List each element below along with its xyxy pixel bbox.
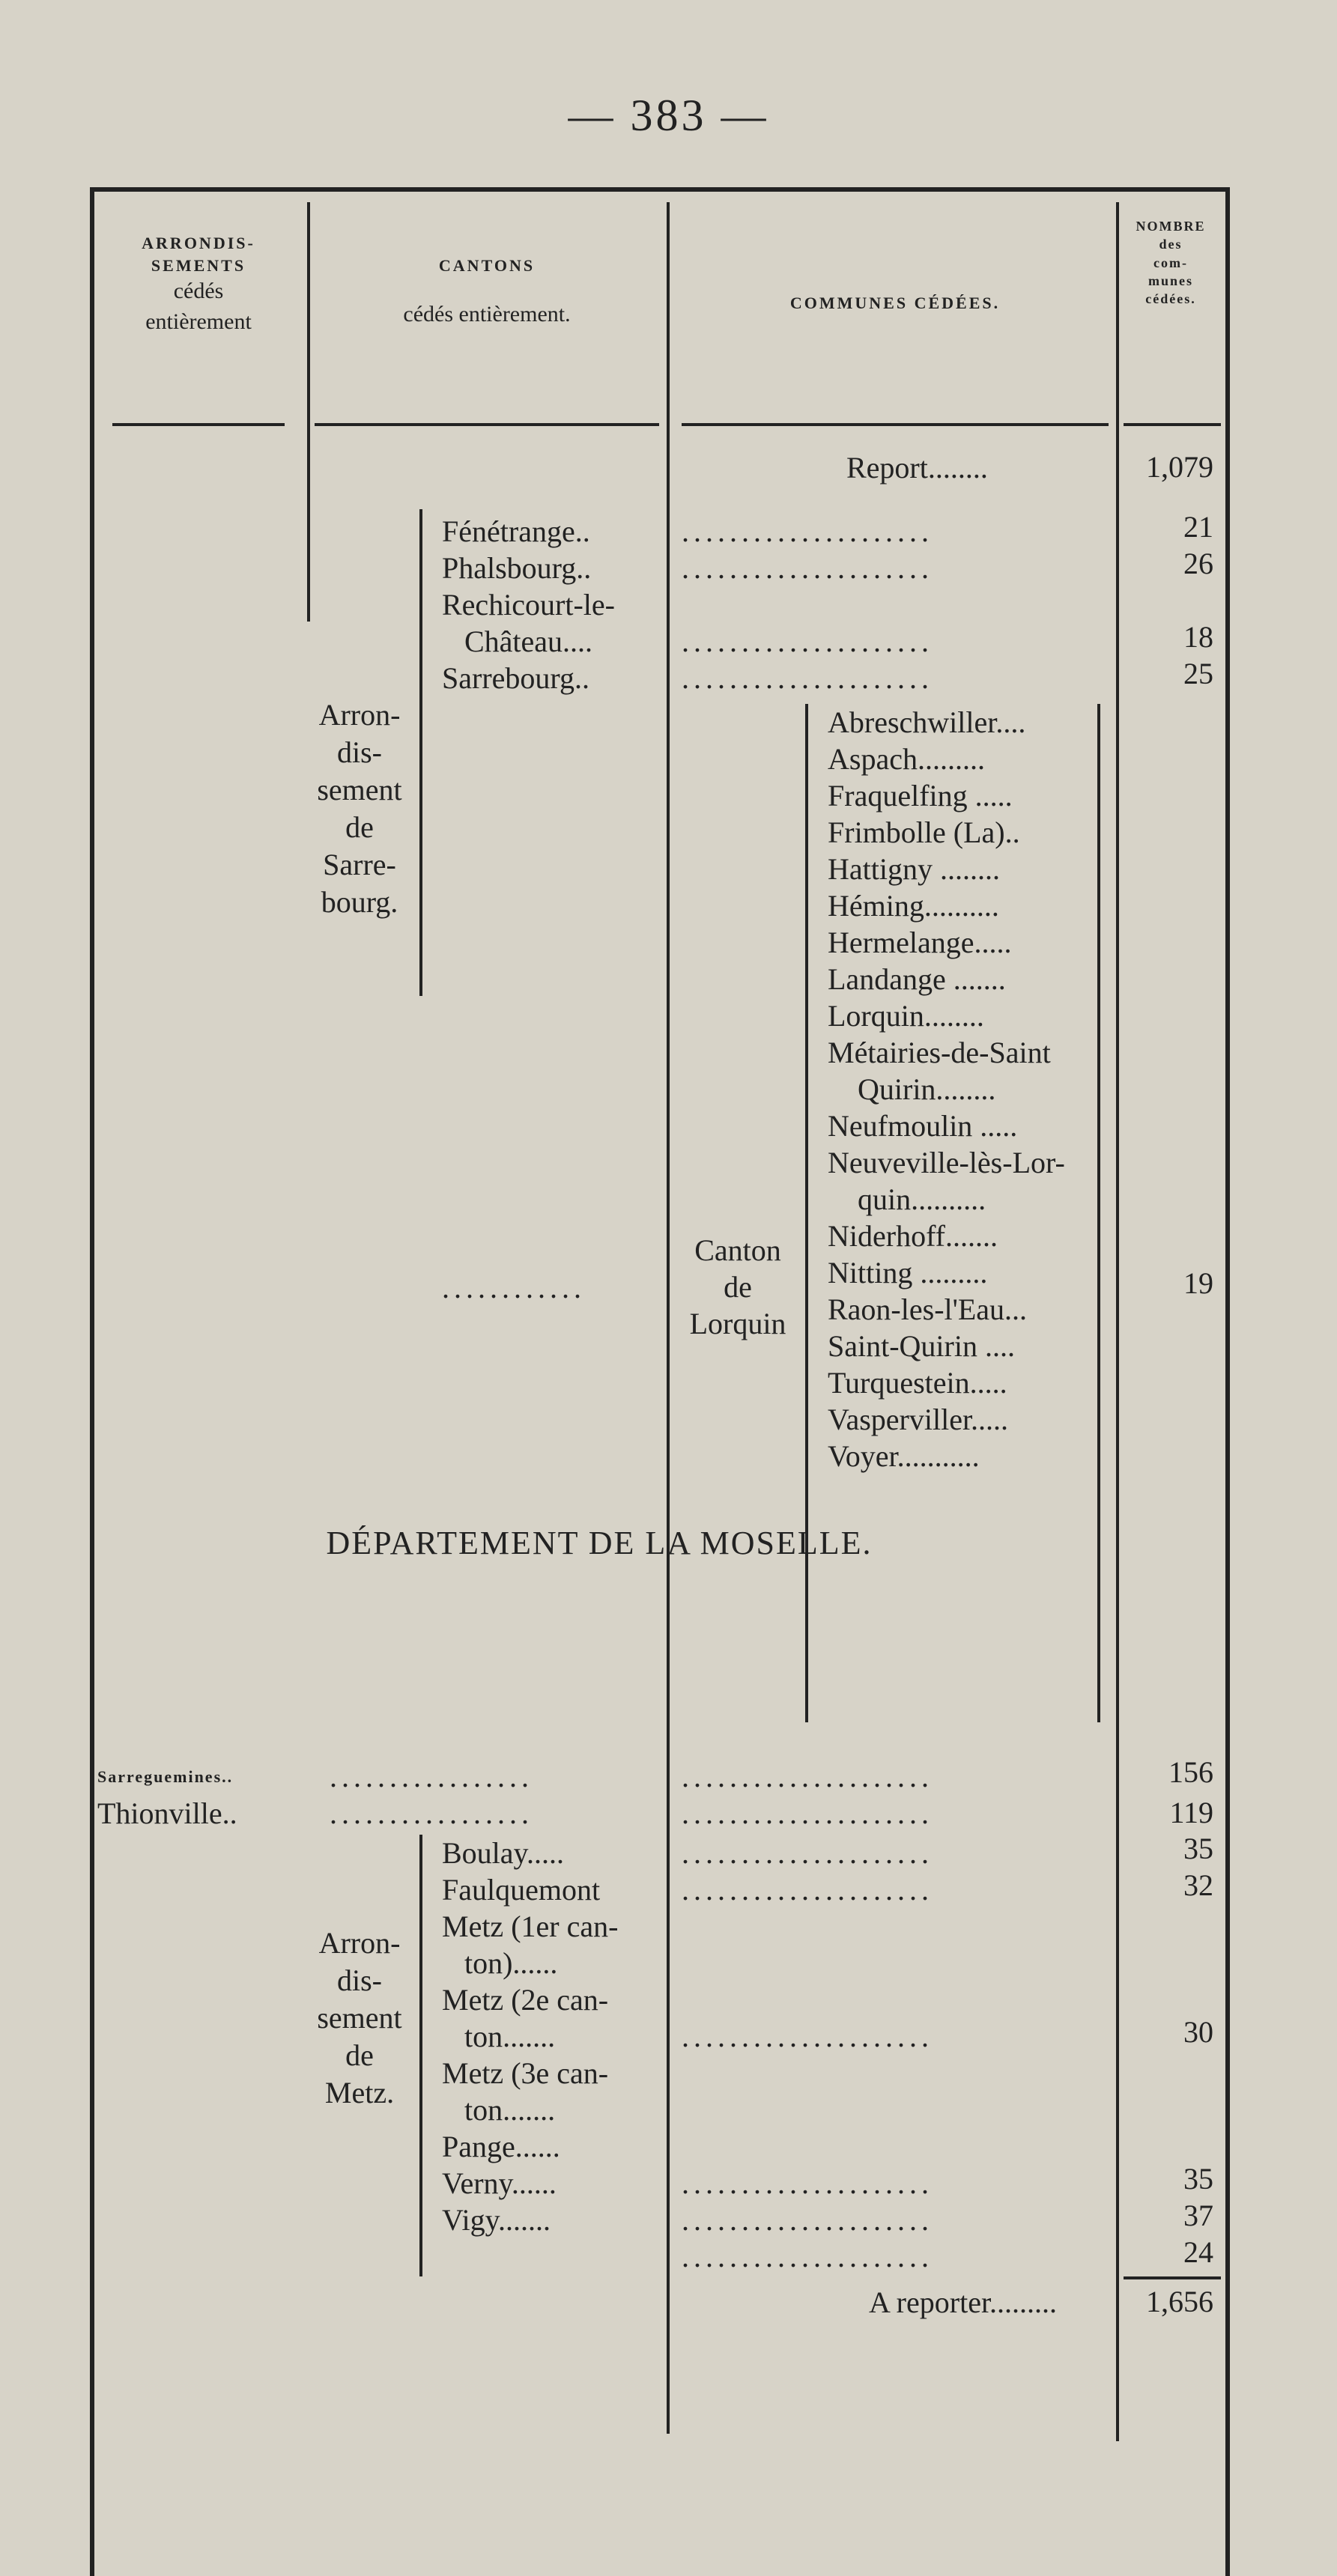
table-top-border [90,187,1228,192]
canton-metz2: Metz (2e can- [442,1983,609,2017]
header-underline-2 [315,423,659,426]
col-sep-2 [667,202,670,2434]
page-number: — 383 — [568,91,769,140]
dots-boulay: ..................... [682,1836,933,1870]
sarrebourg-brace [419,509,425,996]
count-pange: 35 [1183,2162,1213,2196]
canton-phalsbourg: Phalsbourg.. [442,551,592,585]
commune: Nitting ......... [828,1256,988,1289]
commune: Landange ....... [828,962,1006,996]
commune: Frimbolle (La).. [828,815,1020,849]
dots-pange: ..................... [682,2166,933,2200]
commune: Niderhoff....... [828,1219,998,1253]
commune: Vasperviller..... [828,1403,1009,1436]
dots-rechicourt: ..................... [682,625,933,658]
header-underline-1 [112,423,285,426]
header-communes: COMMUNES CÉDÉES. [789,294,1001,312]
header-underline-3 [682,423,1109,426]
commune: Saint-Quirin .... [828,1329,1015,1363]
dots-metz: ..................... [682,2020,933,2053]
canton-boulay: Boulay..... [442,1836,564,1870]
commune: Métairies-de-Saint [828,1036,1051,1069]
canton-rechicourt-1: Rechicourt-le- [442,588,615,622]
dots-vigy: ..................... [682,2240,933,2273]
header-cantons: CANTONS cédés entièrement. [403,256,571,326]
commune: Neufmoulin ..... [828,1109,1018,1143]
col-sep-3 [1116,202,1119,2441]
canton-verny: Verny...... [442,2166,557,2200]
metz-cantons [442,1835,618,2238]
dots-phalsbourg: ..................... [682,551,933,585]
count-phalsbourg: 26 [1183,547,1213,580]
canton-pange: Pange...... [442,2130,560,2163]
canton-metz3: Metz (3e can- [442,2056,609,2090]
dots-sarrebourg: ..................... [682,661,933,695]
sarrebourg-arrondissement: Arron- dis- sement de Sarre- bourg. [317,698,402,919]
count-thionville: 119 [1169,1796,1213,1829]
commune: Hattigny ........ [828,852,1000,886]
lorquin-brace-right [1097,704,1103,1722]
count-rechicourt: 18 [1183,620,1213,654]
header-nombre: NOMBRE des com- munes cédées. [1136,219,1206,307]
report-value: 1,079 [1146,450,1213,484]
canton-faulquemont: Faulquemont [442,1873,601,1907]
canton-metz1: Metz (1er can- [442,1910,619,1943]
commune: Turquestein..... [828,1366,1007,1400]
dots-sarreguemines-canton: ................. [330,1760,533,1793]
canton-metz1-b: ton)...... [464,1946,558,1980]
count-vigy: 24 [1183,2235,1213,2269]
metz-arrondissement: Arron- dis- sement de Metz. [317,1926,402,2109]
commune: Aspach......... [828,742,985,776]
moselle-row-sarreguemines: Sarreguemines.. [97,1767,234,1786]
dots-thionville-canton: ................. [330,1796,533,1830]
canton-metz2-b: ton....... [464,2020,556,2053]
count-lorquin: 19 [1183,1266,1213,1300]
lorquin-brace [805,704,811,1722]
moselle-row-thionville: Thionville.. [97,1796,237,1830]
count-boulay: 35 [1183,1832,1213,1865]
table [90,187,1228,2576]
count-metz: 30 [1183,2015,1213,2049]
lorquin-canton: Canton de Lorquin [689,1233,786,1340]
a-reporter-value: 1,656 [1146,2285,1213,2318]
commune: Neuveville-lès-Lor- [828,1146,1065,1179]
lorquin-communes [828,704,1065,1474]
count-sarreguemines: 156 [1168,1755,1213,1789]
count-faulquemont: 32 [1183,1868,1213,1902]
count-sarrebourg: 25 [1183,657,1213,690]
table-right-border [1225,187,1230,2576]
commune: Lorquin........ [828,999,984,1033]
commune: Voyer........... [828,1439,980,1473]
canton-sarrebourg: Sarrebourg.. [442,661,589,695]
canton-metz3-b: ton....... [464,2093,556,2127]
commune: Hermelange..... [828,926,1012,959]
canton-vigy: Vigy....... [442,2203,551,2237]
moselle-title: DÉPARTEMENT DE LA MOSELLE. [326,1525,873,1561]
commune: Abreschwiller.... [828,705,1026,739]
table-left-border [90,187,94,2576]
canton-rechicourt-2: Château.... [464,625,593,658]
col-sep-1 [307,202,310,622]
dots-verny: ..................... [682,2203,933,2237]
canton-fenetrange: Fénétrange.. [442,514,590,548]
commune: quin.......... [858,1182,986,1216]
total-rule [1124,2276,1221,2279]
header-underline-4 [1124,423,1221,426]
commune: Fraquelfing ..... [828,779,1013,812]
count-fenetrange: 21 [1183,510,1213,544]
commune: Quirin........ [858,1072,996,1106]
a-reporter-label: A reporter......... [869,2285,1058,2319]
dots-sarreguemines-commune: ..................... [682,1760,933,1793]
metz-brace [419,1835,425,2276]
dots-fenetrange: ..................... [682,514,933,548]
report-label: Report........ [846,451,988,484]
dots-lorquin-left: ............ [442,1271,586,1304]
count-verny: 37 [1183,2199,1213,2232]
commune: Héming.......... [828,889,999,923]
commune: Raon-les-l'Eau... [828,1292,1028,1326]
header-arrondissements: ARRONDIS- SEMENTS cédés entièrement [142,234,255,334]
dots-faulquemont: ..................... [682,1873,933,1907]
dots-thionville-commune: ..................... [682,1796,933,1830]
